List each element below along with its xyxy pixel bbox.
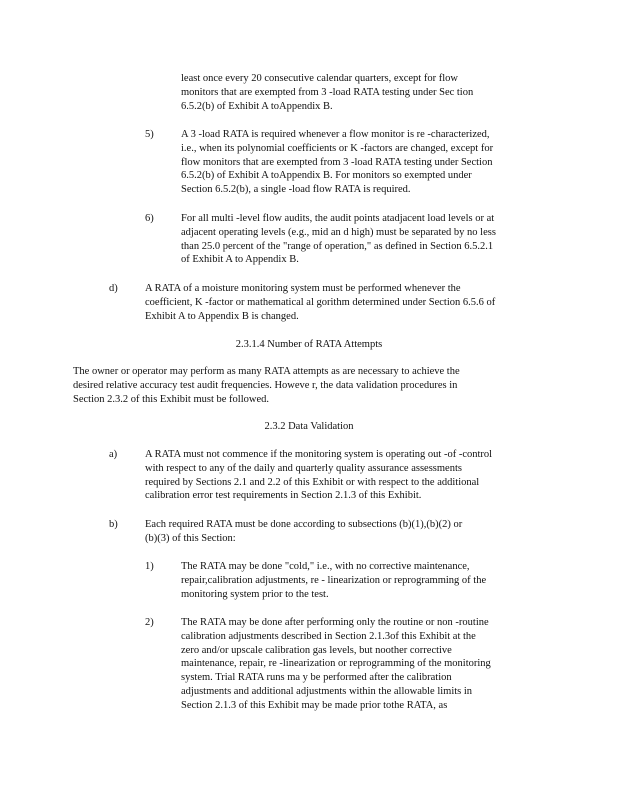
list-item-a <box>145 448 537 503</box>
text-line: (b)(3) of this Section: <box>145 532 236 544</box>
text-line: 6.5.2(b) of Exhibit A toAppendix B. For monitors so exempted under <box>181 170 472 182</box>
list-marker: b) <box>109 519 118 530</box>
text-line: maintenance, repair, re -linearization or reprogramming of the monitoring <box>181 658 491 670</box>
text-line: flow monitors that are exempted from 3 -load RATA testing under Section <box>181 156 493 168</box>
text-line: calibration error test requirements in Section 2.1.3 of this Exhibit. <box>145 490 422 502</box>
text-line: calibration adjustments described in Section 2.1.3of this Exhibit at the <box>181 630 476 642</box>
text-line: A RATA must not commence if the monitoring system is operating out -of -control <box>145 449 493 460</box>
list-item-6 <box>181 212 537 267</box>
text-line: of Exhibit A to Appendix B. <box>181 254 299 266</box>
text-line: coefficient, K -factor or mathematical al gorithm determined under Section 6.5.6 of <box>145 296 496 308</box>
list-marker: 6) <box>145 213 154 224</box>
text-line: desired relative accuracy test audit frequencies. Howeve r, the data validation procedures in <box>73 379 458 391</box>
text-line: Each required RATA must be done according to subsections (b)(1),(b)(2) or <box>145 519 463 530</box>
text-line: with respect to any of the daily and quarterly quality assurance assessments <box>145 462 462 474</box>
text-line: Section 2.1.3 of this Exhibit may be made prior tothe RATA, as <box>181 699 448 711</box>
list-item-d <box>145 282 537 323</box>
text-line: required by Sections 2.1 and 2.2 of this Exhibit or with respect to the additional <box>145 476 480 488</box>
text-line: Section 6.5.2(b), a single -load flow RATA is required. <box>181 184 411 196</box>
text-line: monitoring system prior to the test. <box>181 588 329 600</box>
list-item-b2 <box>181 616 537 713</box>
continuation-paragraph <box>181 72 537 113</box>
text-line: The RATA may be done after performing only the routine or non -routine <box>181 617 489 628</box>
text-line: than 25.0 percent of the "range of operation," as defined in Section 6.5.2.1 <box>181 240 494 252</box>
text-line: The RATA may be done "cold," i.e., with no corrective maintenance, <box>181 561 470 572</box>
list-marker: a) <box>109 449 118 460</box>
text-line: zero and/or upscale calibration gas levels, but noother corrective <box>181 644 452 656</box>
section-heading: 2.3.1.4 Number of RATA Attempts <box>235 339 383 350</box>
list-marker: 1) <box>145 561 154 572</box>
list-marker: 5) <box>145 129 154 140</box>
list-item-b1 <box>181 560 537 601</box>
text-line: Exhibit A to Appendix B is changed. <box>145 310 299 322</box>
text-line: A 3 -load RATA is required whenever a flow monitor is re -characterized, <box>181 129 490 140</box>
list-marker: d) <box>109 283 118 294</box>
text-line: The owner or operator may perform as many RATA attempts as are necessary to achieve the <box>73 366 460 377</box>
list-marker: 2) <box>145 617 154 628</box>
text-line: monitors that are exempted from 3 -load RATA testing under Sec tion <box>181 86 474 98</box>
section-heading: 2.3.2 Data Validation <box>264 421 354 432</box>
text-line: least once every 20 consecutive calendar quarters, except for flow <box>181 73 458 84</box>
text-line: For all multi -level flow audits, the audit points atadjacent load levels or at <box>181 213 495 224</box>
text-line: i.e., when its polynomial coefficients or K -factors are changed, except for <box>181 142 494 154</box>
text-line: 6.5.2(b) of Exhibit A toAppendix B. <box>181 100 333 112</box>
text-line: system. Trial RATA runs ma y be performed after the calibration <box>181 672 452 684</box>
text-line: adjustments and additional adjustments within the allowable limits in <box>181 685 473 697</box>
text-line: repair,calibration adjustments, re - linearization or reprogramming of the <box>181 574 487 586</box>
text-line: A RATA of a moisture monitoring system must be performed whenever the <box>145 283 461 294</box>
text-line: Section 2.3.2 of this Exhibit must be followed. <box>73 393 269 405</box>
list-item-5 <box>181 128 537 197</box>
list-item-b <box>145 518 537 546</box>
text-line: adjacent operating levels (e.g., mid an d high) must be separated by no less <box>181 226 496 238</box>
body-paragraph <box>73 365 537 406</box>
